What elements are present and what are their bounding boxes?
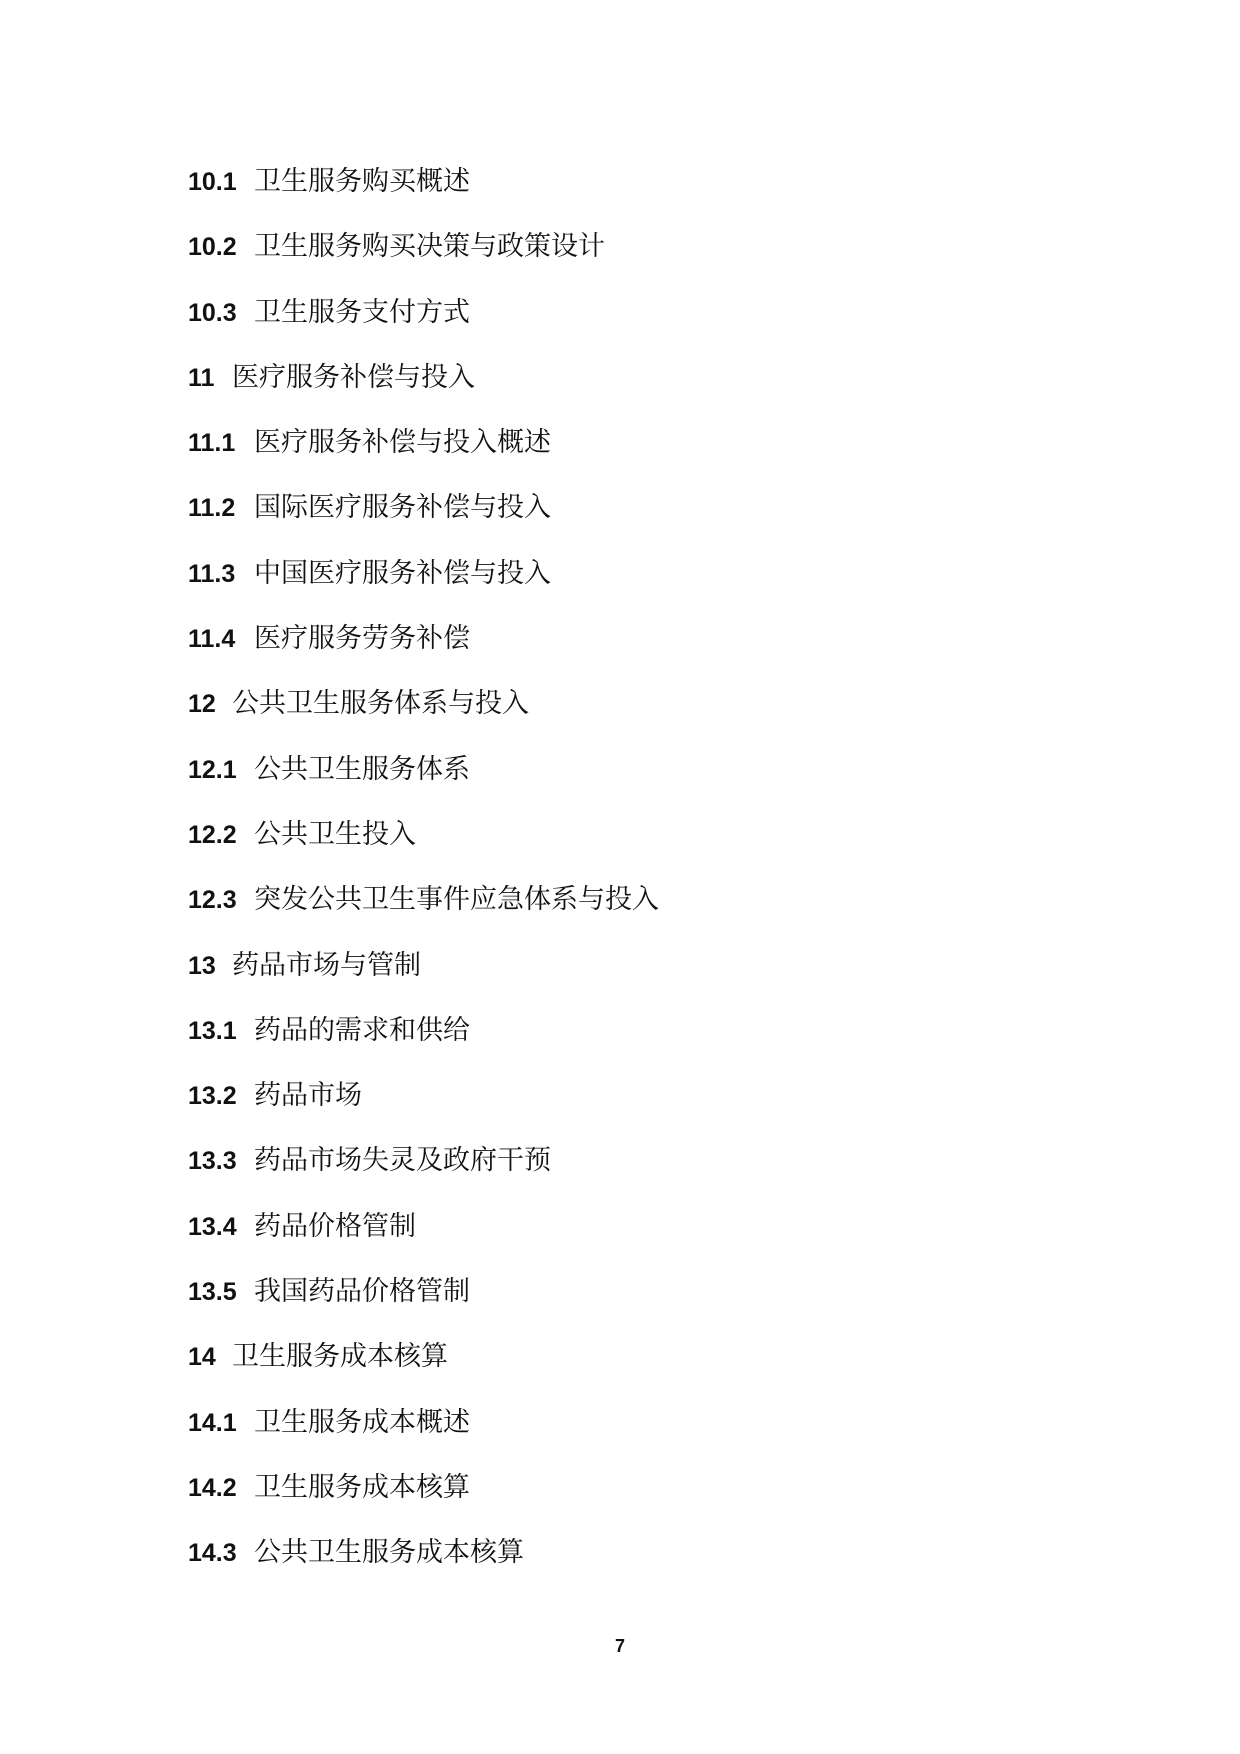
page-number: 7 bbox=[614, 1636, 625, 1656]
section-title: 药品市场 bbox=[254, 1080, 362, 1112]
section-number: 12.3 bbox=[188, 886, 237, 915]
section-number: 14.1 bbox=[188, 1408, 237, 1437]
section-title: 药品的需求和供给 bbox=[254, 1014, 470, 1046]
toc-entry bbox=[188, 552, 659, 617]
section-number: 13.3 bbox=[188, 1147, 237, 1176]
toc-entry bbox=[188, 356, 659, 421]
toc-entry bbox=[188, 1401, 659, 1466]
section-title: 药品价格管制 bbox=[254, 1210, 416, 1242]
toc-entry bbox=[188, 878, 659, 943]
section-title: 卫生服务购买决策与政策设计 bbox=[254, 231, 605, 263]
section-title: 公共卫生服务成本核算 bbox=[254, 1537, 524, 1569]
section-title: 卫生服务成本概述 bbox=[254, 1406, 470, 1438]
section-number: 14.2 bbox=[188, 1473, 237, 1502]
toc-entry bbox=[188, 1270, 659, 1335]
chapter-number: 14 bbox=[188, 1343, 216, 1372]
toc-entry bbox=[188, 813, 659, 878]
section-title: 公共卫生服务体系 bbox=[254, 753, 470, 785]
toc-entry bbox=[188, 748, 659, 813]
section-number: 11.4 bbox=[188, 625, 236, 654]
toc-entry bbox=[188, 682, 659, 747]
section-number: 13.1 bbox=[188, 1016, 237, 1045]
section-number: 11.1 bbox=[188, 429, 236, 458]
toc-entry bbox=[188, 1466, 659, 1531]
chapter-number: 13 bbox=[188, 951, 216, 980]
chapter-title: 公共卫生服务体系与投入 bbox=[232, 688, 529, 720]
section-title: 医疗服务劳务补偿 bbox=[254, 623, 470, 655]
toc-entry bbox=[188, 617, 659, 682]
toc-entry bbox=[188, 1009, 659, 1074]
section-title: 卫生服务购买概述 bbox=[254, 166, 470, 197]
section-title: 卫生服务成本核算 bbox=[254, 1471, 470, 1503]
toc-entry bbox=[188, 1139, 659, 1204]
section-number: 10.3 bbox=[188, 298, 237, 327]
section-title: 突发公共卫生事件应急体系与投入 bbox=[254, 884, 659, 916]
chapter-number: 11 bbox=[188, 363, 215, 392]
toc-entry bbox=[188, 1335, 659, 1400]
toc-entry bbox=[188, 1531, 659, 1596]
table-of-contents bbox=[188, 160, 659, 1597]
chapter-title: 医疗服务补偿与投入 bbox=[232, 361, 475, 393]
section-number: 12.2 bbox=[188, 820, 237, 849]
section-number: 11.3 bbox=[188, 559, 236, 588]
section-title: 药品市场失灵及政府干预 bbox=[254, 1145, 551, 1177]
section-number: 11.2 bbox=[188, 494, 236, 523]
section-title: 我国药品价格管制 bbox=[254, 1276, 470, 1308]
toc-entry bbox=[188, 944, 659, 1009]
toc-entry bbox=[188, 160, 659, 225]
section-number: 10.1 bbox=[188, 168, 237, 196]
section-title: 医疗服务补偿与投入概述 bbox=[254, 427, 551, 459]
section-title: 国际医疗服务补偿与投入 bbox=[254, 492, 551, 524]
section-number: 14.3 bbox=[188, 1539, 237, 1568]
chapter-number: 12 bbox=[188, 690, 216, 719]
chapter-title: 药品市场与管制 bbox=[232, 949, 421, 981]
toc-entry bbox=[188, 1074, 659, 1139]
toc-entry bbox=[188, 486, 659, 551]
toc-entry bbox=[188, 225, 659, 290]
section-title: 公共卫生投入 bbox=[254, 818, 416, 850]
toc-entry bbox=[188, 291, 659, 356]
chapter-title: 卫生服务成本核算 bbox=[232, 1341, 448, 1373]
section-title: 卫生服务支付方式 bbox=[254, 296, 470, 328]
section-title: 中国医疗服务补偿与投入 bbox=[254, 557, 551, 589]
section-number: 10.2 bbox=[188, 233, 237, 262]
section-number: 13.2 bbox=[188, 1082, 237, 1111]
toc-entry bbox=[188, 1205, 659, 1270]
toc-entry bbox=[188, 421, 659, 486]
section-number: 12.1 bbox=[188, 755, 237, 784]
section-number: 13.5 bbox=[188, 1278, 237, 1307]
section-number: 13.4 bbox=[188, 1212, 237, 1241]
